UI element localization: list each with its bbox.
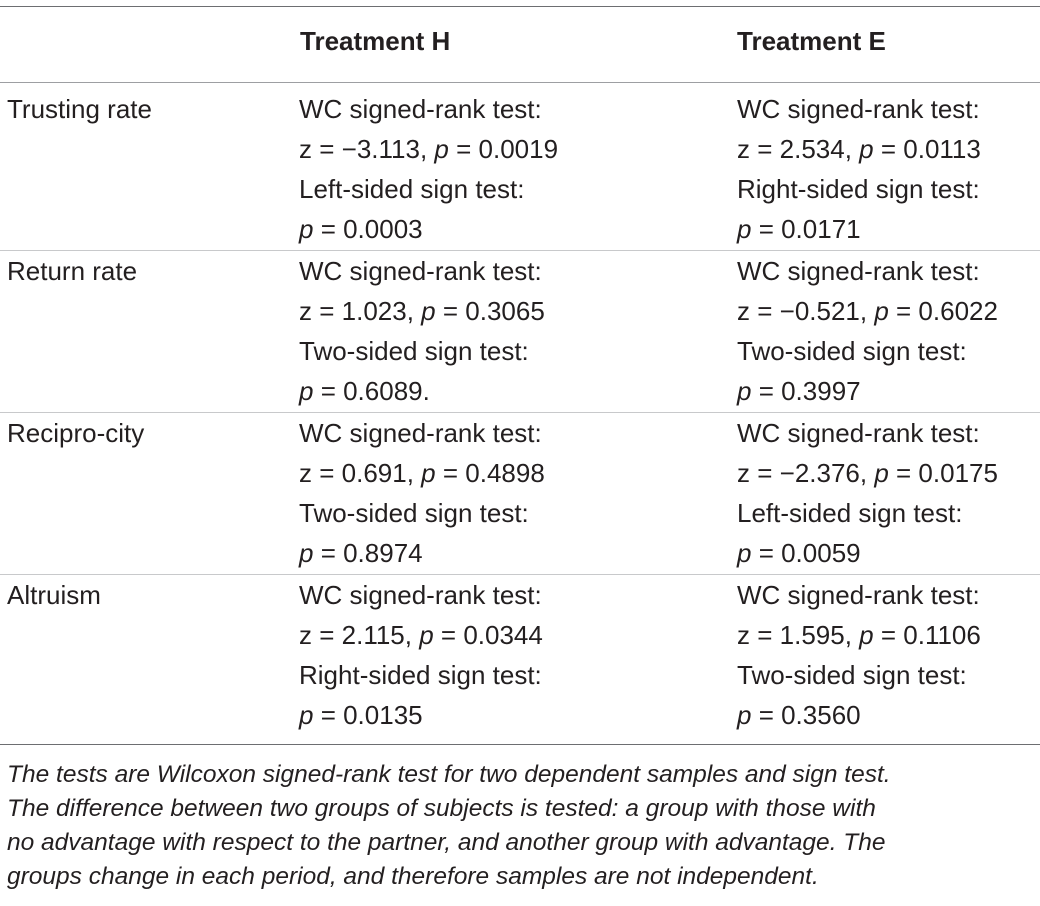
- sign-test-name: Left-sided sign test:: [737, 498, 963, 528]
- table-top-rule: [0, 6, 1040, 7]
- table-footnote: [7, 758, 1037, 894]
- treatment-h-cell: [299, 251, 545, 411]
- test-name: WC signed-rank test:: [737, 418, 980, 448]
- row-label: Trusting rate: [7, 94, 152, 124]
- treatment-e-cell: [737, 251, 998, 411]
- sign-test-name: Right-sided sign test:: [299, 660, 542, 690]
- header-rule: [0, 82, 1040, 83]
- sign-test-p: p = 0.3560: [737, 700, 861, 730]
- sign-test-p: p = 0.0171: [737, 214, 861, 244]
- test-statistic: z = −0.521, p = 0.6022: [737, 296, 998, 326]
- test-statistic: z = 0.691, p = 0.4898: [299, 458, 545, 488]
- footnote-line: groups change in each period, and therefore samples are not independent.: [7, 863, 819, 890]
- row-label: Altruism: [7, 580, 101, 610]
- sign-test-name: Two-sided sign test:: [737, 660, 967, 690]
- row-label: Return rate: [7, 256, 138, 286]
- sign-test-name: Two-sided sign test:: [299, 336, 529, 366]
- sign-test-p: p = 0.8974: [299, 538, 423, 568]
- test-statistic: z = 2.115, p = 0.0344: [299, 620, 543, 650]
- test-statistic: z = 1.595, p = 0.1106: [737, 620, 981, 650]
- sign-test-p: p = 0.6089.: [299, 376, 430, 406]
- sign-test-p: p = 0.0059: [737, 538, 861, 568]
- test-name: WC signed-rank test:: [737, 94, 980, 124]
- treatment-e-cell: [737, 89, 981, 249]
- test-statistic: z = 2.534, p = 0.0113: [737, 134, 981, 164]
- treatment-h-cell: [299, 89, 558, 249]
- sign-test-name: Left-sided sign test:: [299, 174, 525, 204]
- test-name: WC signed-rank test:: [737, 580, 980, 610]
- footnote-line: no advantage with respect to the partner, and another group with advantage. The: [7, 829, 886, 856]
- sign-test-p: p = 0.0135: [299, 700, 423, 730]
- treatment-e-cell: [737, 413, 998, 573]
- test-name: WC signed-rank test:: [299, 94, 542, 124]
- test-name: WC signed-rank test:: [299, 256, 542, 286]
- footnote-line: The tests are Wilcoxon signed-rank test for two dependent samples and sign test.: [7, 761, 891, 788]
- sign-test-name: Two-sided sign test:: [737, 336, 967, 366]
- table-bottom-rule: [0, 744, 1040, 745]
- treatment-h-cell: [299, 413, 545, 573]
- header-treatment-h: Treatment H: [300, 26, 451, 56]
- sign-test-p: p = 0.0003: [299, 214, 423, 244]
- header-treatment-e: Treatment E: [737, 26, 886, 56]
- test-name: WC signed-rank test:: [299, 418, 542, 448]
- test-name: WC signed-rank test:: [299, 580, 542, 610]
- treatment-h-cell: [299, 575, 543, 735]
- sign-test-name: Two-sided sign test:: [299, 498, 529, 528]
- sign-test-p: p = 0.3997: [737, 376, 861, 406]
- test-statistic: z = −2.376, p = 0.0175: [737, 458, 998, 488]
- footnote-line: The difference between two groups of subjects is tested: a group with those with: [7, 795, 876, 822]
- row-label: Recipro-city: [7, 418, 145, 448]
- sign-test-name: Right-sided sign test:: [737, 174, 980, 204]
- test-name: WC signed-rank test:: [737, 256, 980, 286]
- test-statistic: z = −3.113, p = 0.0019: [299, 134, 559, 164]
- test-statistic: z = 1.023, p = 0.3065: [299, 296, 545, 326]
- treatment-e-cell: [737, 575, 981, 735]
